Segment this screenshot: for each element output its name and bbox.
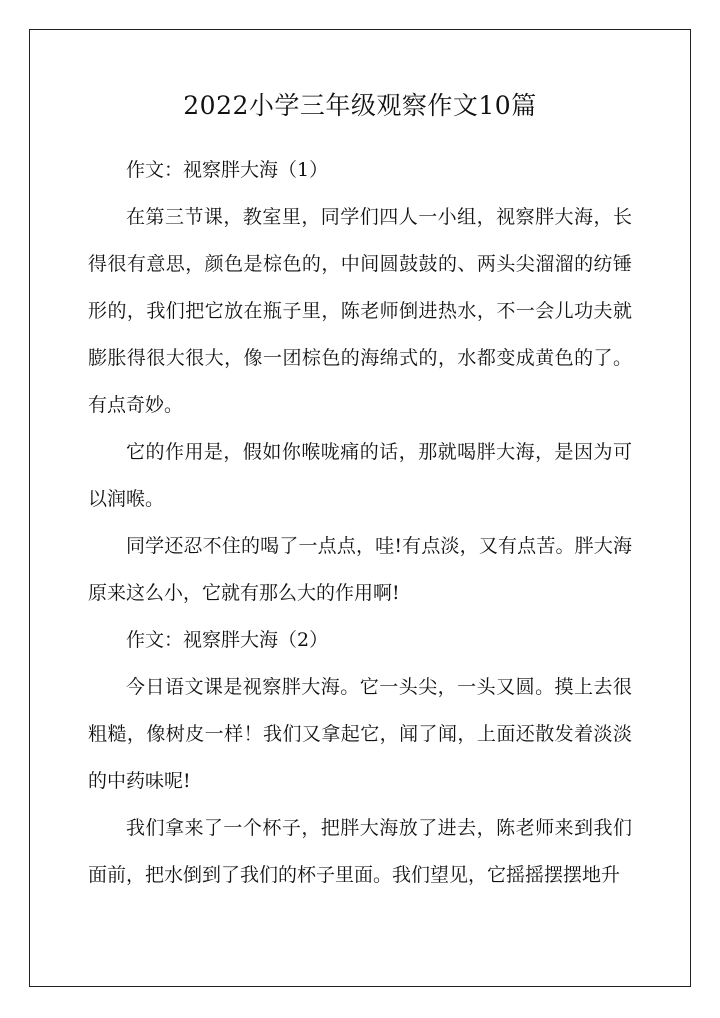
paragraph: 在第三节课，教室里，同学们四人一小组，视察胖大海，长得很有意思，颜色是棕色的，中间圆鼓鼓的、两头尖溜溜的纺锤形的，我们把它放在瓶子里，陈老师倒进热水，不一会儿功夫就膨胀得很大很大，像一团棕色的海绵式的，水都变成黄色的了。有点奇妙。	[88, 206, 632, 416]
paragraph: 今日语文课是视察胖大海。它一头尖，一头又圆。摸上去很粗糙，像树皮一样！我们又拿起它，闻了闻，上面还散发着淡淡的中药味呢!	[88, 676, 632, 792]
paragraph: 我们拿来了一个杯子，把胖大海放了进去，陈老师来到我们面前，把水倒到了我们的杯子里面。我们望见，它摇摇摆摆地升	[88, 817, 632, 886]
document-body	[88, 147, 632, 899]
paragraph: 同学还忍不住的喝了一点点，哇!有点淡，又有点苦。胖大海原来这么小，它就有那么大的作用啊!	[88, 535, 632, 604]
paragraph: 它的作用是，假如你喉咙痛的话，那就喝胖大海，是因为可以润喉。	[88, 441, 632, 510]
section-heading-1: 作文：视察胖大海（1）	[126, 159, 329, 181]
document-title: 2022小学三年级观察作文10篇	[183, 91, 537, 120]
section-heading-2: 作文：视察胖大海（2）	[126, 629, 329, 651]
